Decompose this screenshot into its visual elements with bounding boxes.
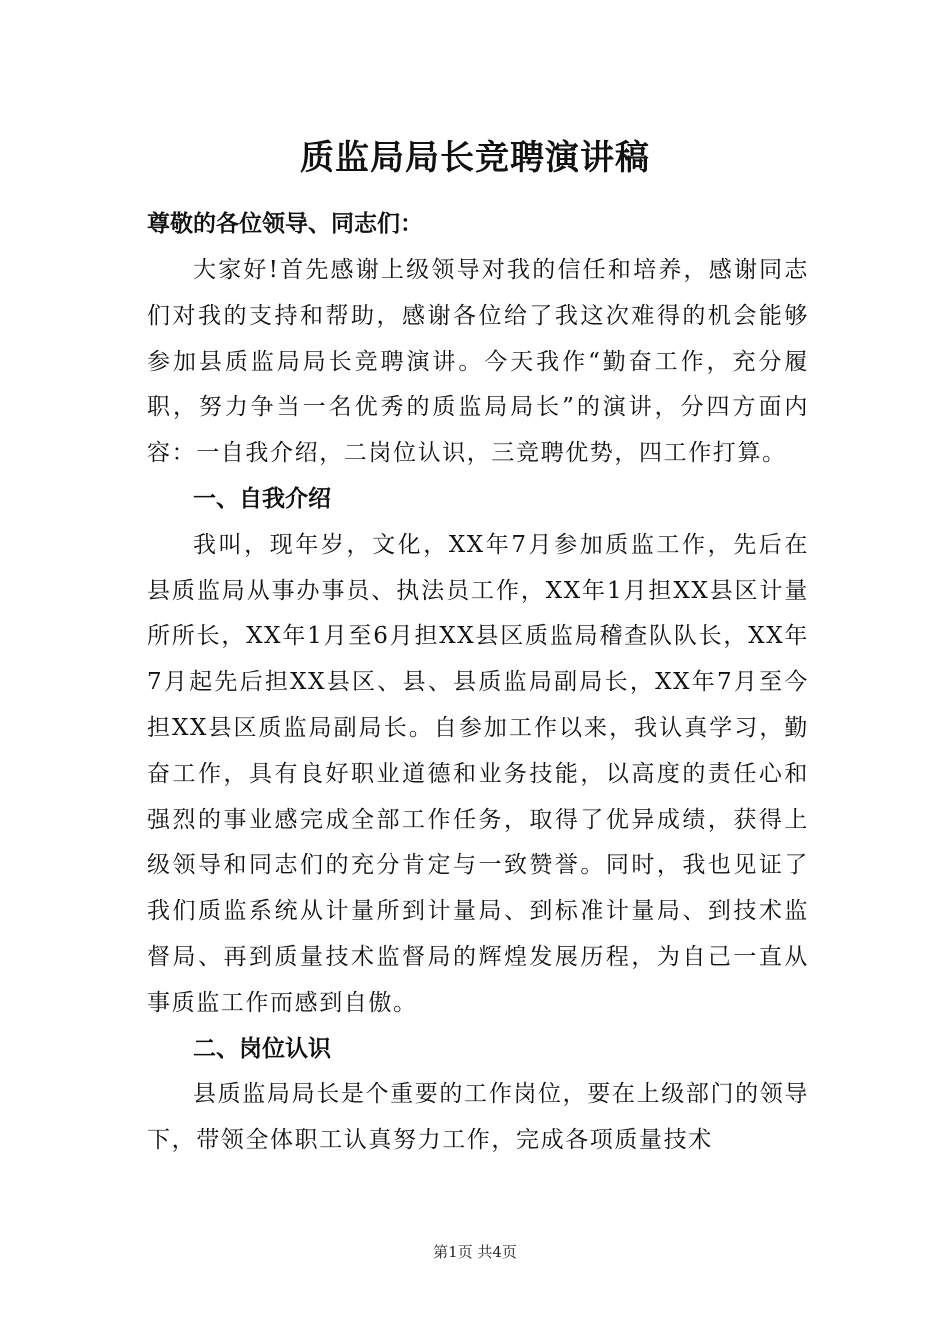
section-heading-self-intro: 一、自我介绍 <box>193 485 331 512</box>
intro-paragraph: 大家好!首先感谢上级领导对我的信任和培养，感谢同志们对我的支持和帮助，感谢各位给了我这次难得的机会能够参加县质监局局长竞聘演讲。今天我作“勤奋工作，充分履职，努力争当一名优秀的质监局局长”的演讲，分四方面内容：一自我介绍，二岗位认识，三竞聘优势，四工作打算。 <box>147 257 809 467</box>
document-title: 质监局局长竞聘演讲稿 <box>300 138 650 178</box>
page-footer: 第1页 共4页 <box>433 1243 517 1261</box>
greeting: 尊敬的各位领导、同志们： <box>147 211 423 237</box>
document-body <box>147 202 809 1164</box>
section-paragraph-position: 县质监局局长是个重要的工作岗位，要在上级部门的领导下，带领全体职工认真努力工作，完成各项质量技术 <box>147 1081 809 1154</box>
section-heading-position: 二、岗位认识 <box>193 1035 331 1062</box>
section-paragraph-self-intro: 我叫，现年岁，文化，XX年7月参加质监工作，先后在县质监局从事办事员、执法员工作，XX年1月担XX县区计量所所长，XX年1月至6月担XX县区质监局稽查队队长，XX年7月起先后担XX县区、县、县质监局副局长，XX年7月至今担XX县区质监局副局长。自参加工作以来，我认真学习，勤奋工作，具有良好职业道德和业务技能，以高度的责任心和强烈的事业感完成全部工作任务，取得了优异成绩，获得上级领导和同志们的充分肯定与一致赞誉。同时，我也见证了我们质监系统从计量所到计量局、到标准计量局、到技术监督局、再到质量技术监督局的辉煌发展历程，为自己一直从事质监工作而感到自傲。 <box>147 531 809 1016</box>
